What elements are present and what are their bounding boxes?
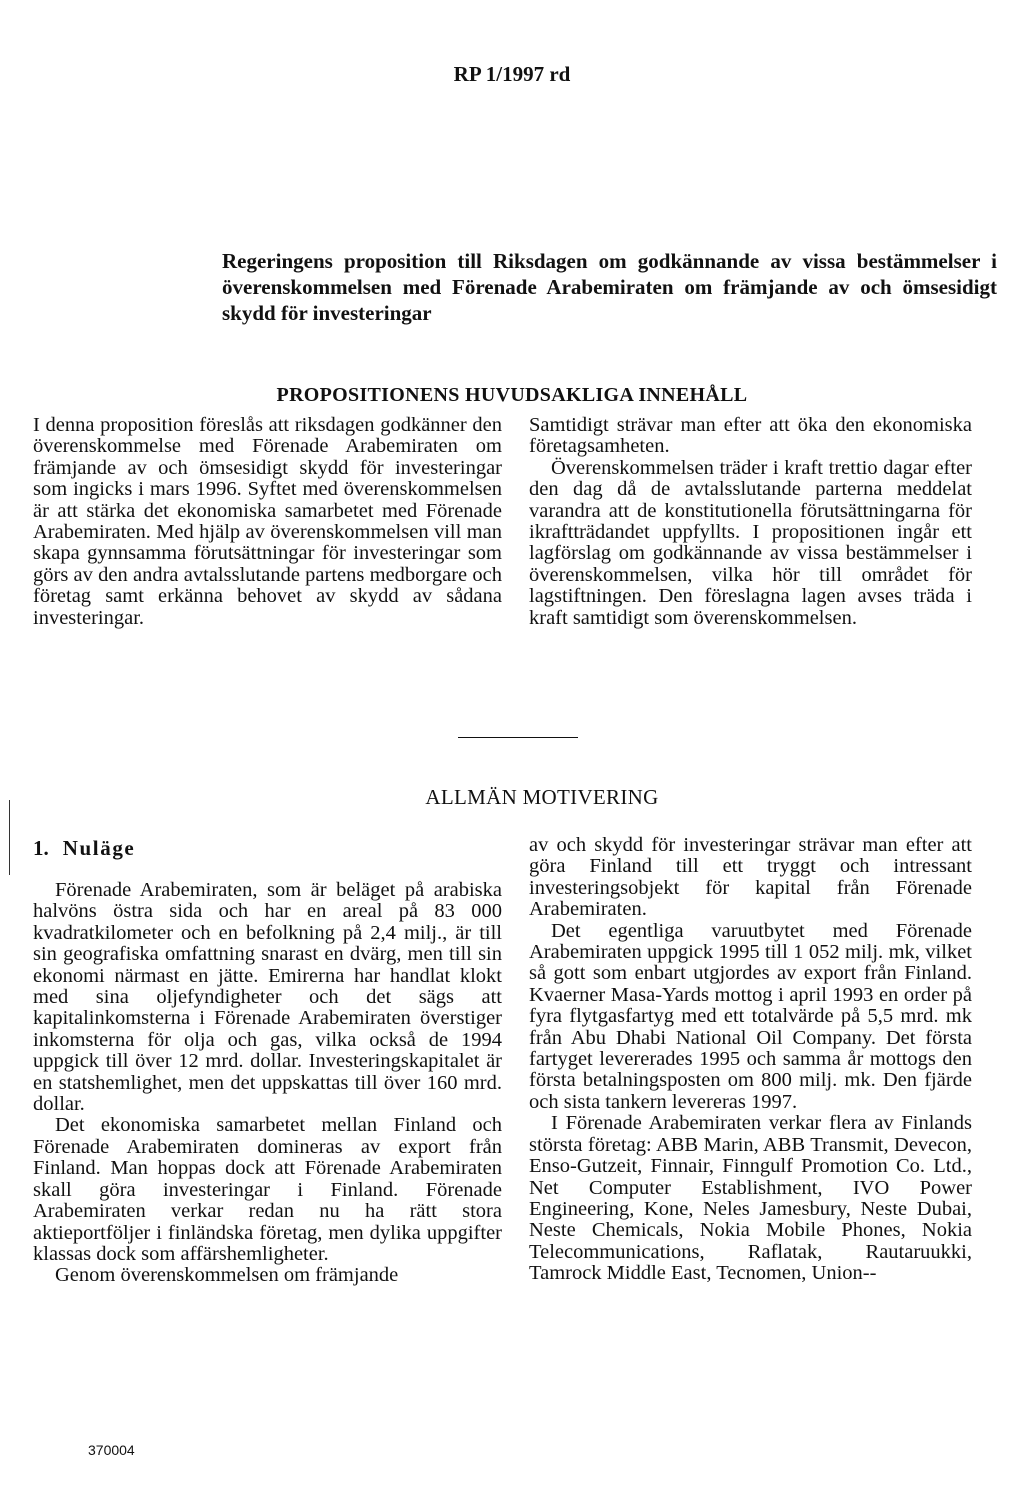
body-left-column [33,880,502,1287]
section-heading [33,836,135,861]
general-motivation-heading: ALLMÄN MOTIVERING [425,785,659,809]
section-divider [458,737,578,738]
body-paragraph: Förenade Arabemiraten, som är beläget på arabiska halvöns östra sida och har en areal på 83 000 kvadratkilometer och en befolkning på 2,4 milj., är till sin geografiska omfattning snarast en dvärg, men till sin ekonomi närmast en jätte. Emirerna har handlat klokt med sina oljefyndigheter och det sägs att kapitalinkomsterna i Förenade Arabemiraten överstiger inkomsterna för olja och gas, vilka också de 1994 uppgick till över 12 mrd. dollar. Investeringskapitalet är en statshemlighet, men det uppskattas till över 160 mrd. dollar. [33,879,502,1116]
summary-right-column [529,415,972,629]
section-number: 1. [33,836,49,860]
summary-heading: PROPOSITIONENS HUVUDSAKLIGA INNEHÅLL [276,384,748,406]
footer-code: 370004 [88,1442,135,1458]
section-title: Nuläge [62,836,136,860]
body-paragraph: Det egentliga varuutbytet med Förenade Arabemiraten uppgick 1995 till 1 052 milj. mk, vilket så gott som enbart utgjordes av export från Finland. Kvaerner Masa-Yards mottog i april 1993 en order på fyra flytgasfartyg med ett totalvärde på 5,5 mrd. mk från Abu Dhabi National Oil Company. Det första fartyget levererades 1995 och samma år mottogs den första betalningsposten om 800 milj. mk. Den fjärde och sista tankern levereras 1997. [529,919,972,1113]
summary-paragraph: Överenskommelsen träder i kraft trettio dagar efter den dag då de avtalsslutande parterna meddelat varandra att de konstitutionella förutsättningarna för ikraftträdandet uppfyllts. I propositionen ingår ett lagförslag om godkännande av vissa bestämmelser i överenskommelsen, vilka hör till området för lagstiftningen. Den föreslagna lagen avses träda i kraft samtidigt som överenskommelsen. [529,456,972,629]
summary-left-column [33,415,502,629]
summary-paragraph: I denna proposition föreslås att riksdagen godkänner den överenskommelse med Förenade Arabemiraten om främjande av och ömsesidigt skydd för investeringar som ingicks i mars 1996. Syftet med överenskommelsen är att stärka det ekonomiska samarbetet med Förenade Arabemiraten. Med hjälp av överenskommelsen vill man skapa gynnsamma förutsättningar för investeringar som görs av den andra avtalsslutande partens medborgare och företag samt erkänna behovet av skydd av sådana investeringar. [33,414,502,629]
body-right-column [529,835,972,1285]
body-paragraph: Det ekonomiska samarbetet mellan Finland och Förenade Arabemiraten domineras av export från Finland. Man hoppas dock att Förenade Arabemiraten skall göra investeringar i Finland. Förenade Arabemiraten verkar redan nu ha rätt stora aktieportföljer i finländska företag, men dylika uppgifter klassas dock som affärshemligheter. [33,1114,502,1265]
body-paragraph-continued: av och skydd för investeringar strävar man efter att göra Finland till ett tryggt och intressant investeringsobjekt för kapital från Förenade Arabemiraten. [529,834,972,921]
document-reference: RP 1/1997 rd [453,62,571,86]
body-paragraph: Genom överenskommelsen om främjande [55,1264,399,1287]
summary-paragraph-continued: Samtidigt strävar man efter att öka den ekonomiska företagsamheten. [529,414,972,458]
margin-change-bar [9,800,10,875]
body-paragraph: I Förenade Arabemiraten verkar flera av Finlands största företag: ABB Marin, ABB Transmit, Devecon, Enso-Gutzeit, Finnair, Finngulf Promotion Co. Ltd., Net Computer Establishment, IVO Power Engineering, Kone, Neles Jamesbury, Neste Dubai, Neste Chemicals, Nokia Mobile Phones, Nokia Telecommunications, Raflatak, Rautaruukki, Tamrock Middle East, Tecnomen, Union-- [529,1112,972,1285]
document-title: Regeringens proposition till Riksdagen om godkännande av vissa bestämmelser i överenskommelsen med Förenade Arabemiraten om främjande av och ömsesidigt skydd för investeringar [222,249,997,325]
